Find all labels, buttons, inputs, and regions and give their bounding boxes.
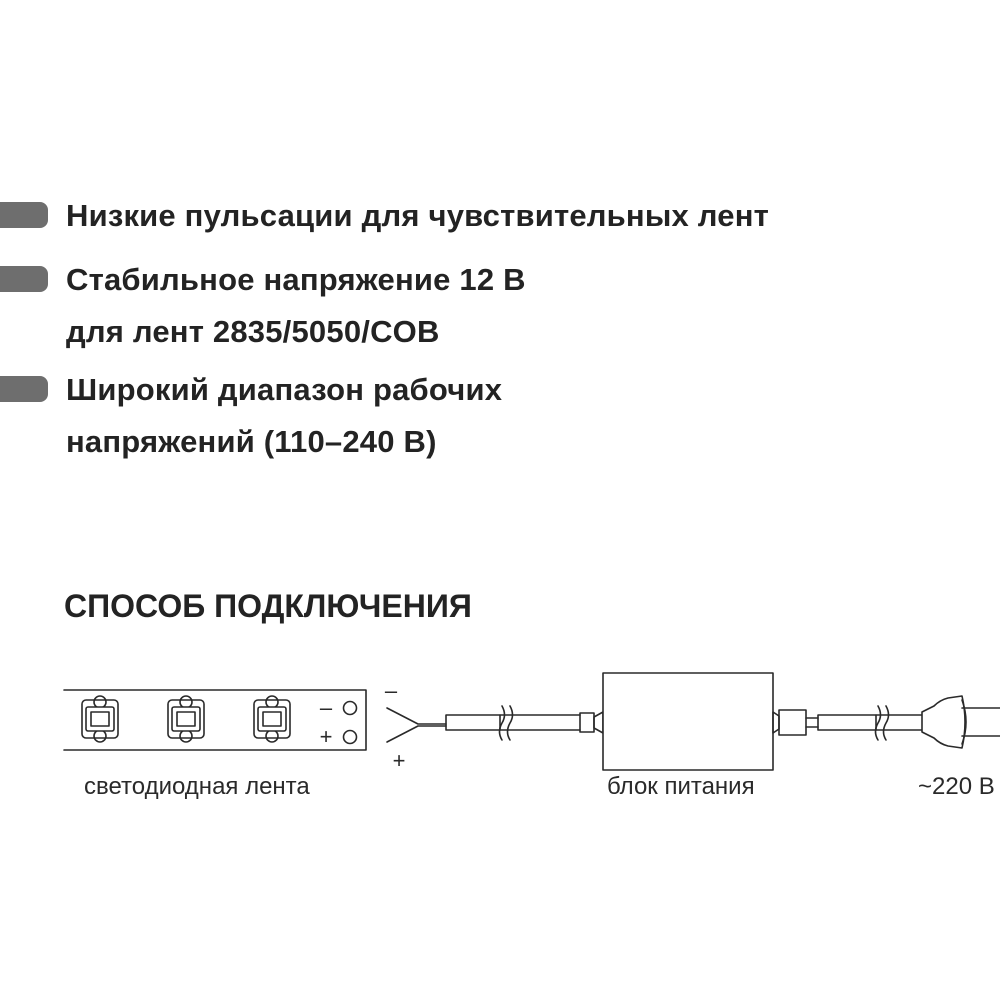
dc-cable [446, 706, 603, 740]
led-chip [254, 696, 290, 742]
solder-pad-plus [344, 731, 357, 744]
wire-pair [387, 708, 446, 742]
minus-sign: – [384, 678, 398, 703]
bullet-marker [0, 266, 48, 292]
pad-minus-sign: – [319, 695, 333, 720]
mains-label: ~220 В [918, 773, 995, 800]
led-chip [82, 696, 118, 742]
psu-label: блок питания [607, 773, 755, 800]
feature-text: Низкие пульсации для чувствительных лент [66, 198, 770, 233]
plus-sign: + [392, 748, 406, 773]
bullet-marker [0, 376, 48, 402]
led-chip [168, 696, 204, 742]
ac-cable [773, 706, 922, 740]
pad-plus-sign: + [319, 724, 333, 749]
connection-diagram [0, 660, 1000, 820]
feature-text: Стабильное напряжение 12 В для лент 2835/5050/COB [66, 262, 526, 349]
feature-text: Широкий диапазон рабочих напряжений (110–240 В) [66, 372, 503, 459]
mains-plug-icon [922, 696, 1000, 748]
section-title: СПОСОБ ПОДКЛЮЧЕНИЯ [64, 588, 472, 624]
solder-pad-minus [344, 702, 357, 715]
strip-label: светодиодная лента [84, 773, 310, 800]
bullet-marker [0, 202, 48, 228]
power-supply-box [603, 673, 773, 770]
